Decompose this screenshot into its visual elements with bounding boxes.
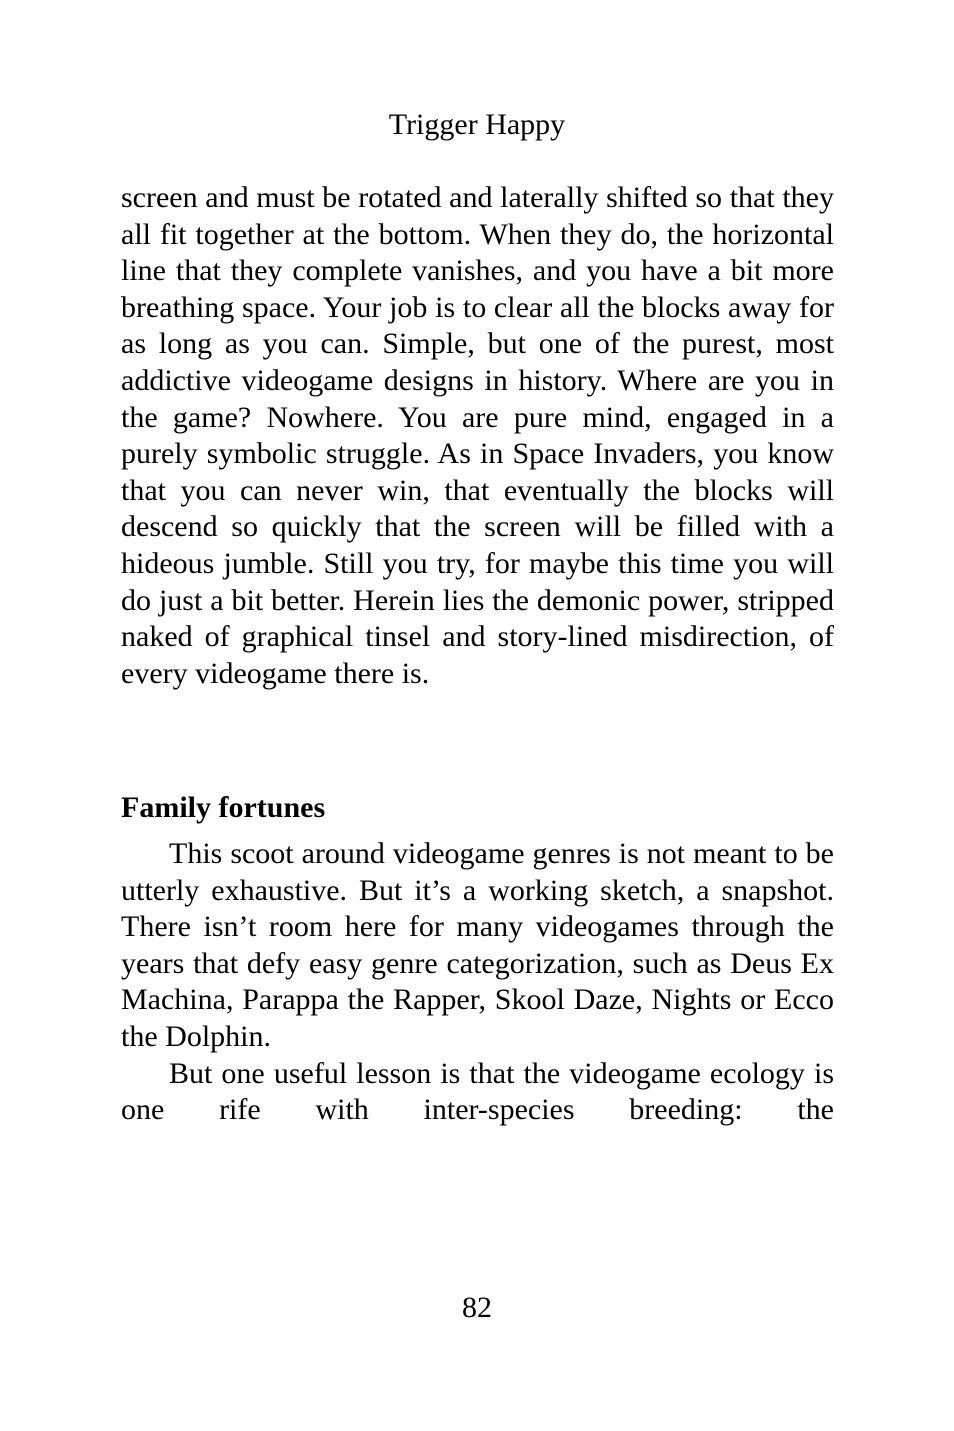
running-header-title: Trigger Happy <box>388 108 566 141</box>
body-text-section <box>121 836 834 1129</box>
body-paragraph-continued: But one useful lesson is that the videogame ecology is one rife with inter-species breeding: the <box>121 1056 834 1127</box>
page-number: 82 <box>462 1291 492 1324</box>
body-text-top <box>121 180 834 692</box>
body-paragraph: This scoot around videogame genres is not meant to be utterly exhaustive. But it’s a working sketch, a snapshot. There isn’t room here for many videogames through the years that defy easy genre categorization, such as Deus Ex Machina, Parappa the Rapper, Skool Daze, Nights or Ecco the Dolphin. <box>121 837 834 1053</box>
body-paragraph: screen and must be rotated and laterally shifted so that they all fit together at the bottom. When they do, the horizontal line that they complete vanishes, and you have a bit more breathing space. Your job is to clear all the blocks away for as long as you can. Simple, but one of the purest, most addictive videogame designs in history. Where are you in the game? Nowhere. You are pure mind, engaged in a purely symbolic struggle. As in Space Invaders, you know that you can never win, that eventually the blocks will descend so quickly that the screen will be filled with a hideous jumble. Still you try, for maybe this time you will do just a bit better. Herein lies the demonic power, stripped naked of graphical tinsel and story-lined misdirection, of every videogame there is. <box>121 181 834 690</box>
section-heading: Family fortunes <box>121 791 326 824</box>
